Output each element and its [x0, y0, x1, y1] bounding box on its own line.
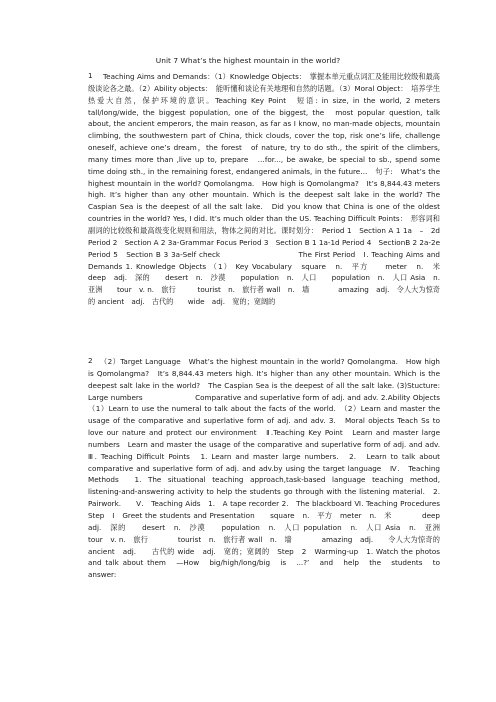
- section-number-2: 2: [88, 356, 93, 365]
- section-number-1: 1: [88, 71, 93, 80]
- section-1-paragraph: Teaching Aims and Demands：（1）Knowledge Objects： 掌握本单元重点词汇及能用比较级和最高级谈论各之最。（2）Ability objects： 能听懂和谈论有关地理和自然的话题。（3）Moral Object： 培养学生热爱大自然，保护环境的意识。Teaching Key Point 短语: in size, in the world, 2 meters tall/long/wide, the biggest population, one of the biggest, the most popular question, talk about, the ancient emperors, the main reason, as far as I know, no man-made objects, mountain climbing, the southwestern part of China, thick clouds, cover the top, risk one’s life, challenge oneself, achieve one’s dream，the forest of nature, try to do sth., the spirit of the climbers, many times more than ,live up to, prepare …for..., be awake, be special to sb., spend some time doing sth., in the remaining forest, endangered animals, in the future… 句子: What’s the highest mountain in the world? Qomolangma. How high is Qomolangma? It’s 8,844.43 meters high. It’s higher than any other mountain. Which is the deepest salt lake in the world? The Caspian Sea is the deepest of all the salt lake. Did you know that China is one of the oldest countries in the world? Yes, I did. It’s much older than the US. Teaching Difficult Points： 形容词和副词的比较级和最高级变化规则和用法，物体之间的对比。课时划分： Period 1 Section A 1 1a – 2d Period 2 Section A 2 3a-Grammar Focus Period 3 Section B 1 1a-1d Period 4 SectionB 2 2a-2e Period 5 Section B 3 3a-Self check The First Period Ⅰ. Teaching Aims and Demands 1. Knowledge Objects （1） Key Vocabulary square n. 平方 meter n. 米 deep adj. 深的 desert n. 沙漠 population n. 人口 population n. 人口 Asia n. 亚洲 tour v. n. 旅行 tourist n. 旅行者 wall n. 墙 amazing adj. 令人大为惊奇的 ancient adj. 古代的 wide adj. 宽的；宽阔的: [88, 72, 455, 307]
- section-2-paragraph: （2）Target Language What’s the highest mountain in the world? Qomolangma. How high is Qomolangma? It’s 8,844.43 meters high. It’s higher than any other mountain. Which is the deepest salt lake in the world? The Caspian Sea is the deepest of all the salt lake. (3)Stucture: Large numbers Comparative and superlative form of adj. and adv. 2.Ability Objects （1）Learn to use the numeral to talk about the facts of the world. （2）Learn and master the usage of the comparative and superlative form of adj. and adv. 3. Moral objects Teach Ss to love our nature and protect our environment Ⅱ.Teaching Key Point Learn and master large numbers Learn and master the usage of the comparative and superlative form of adj. and adv. Ⅲ. Teaching Difficult Points 1. Learn and master large numbers. 2. Learn to talk about comparative and superlative form of adj. and adv.by using the target language Ⅳ. Teaching Methods 1. The situational teaching approach,task-based language teaching method, listening-and-answering activity to help the students go through with the listening material. 2. Pairwork. Ⅴ. Teaching Aids 1. A tape recorder 2. The blackboard Ⅵ. Teaching Procedures Step Ⅰ Greet the students and Presentation square n. 平方 meter n. 米 deep adj. 深的 desert n. 沙漠 population n. 人口 population n. 人口 Asia n. 亚洲 tour v. n. 旅行 tourist n. 旅行者 wall n. 墙 amazing adj. 令人大为惊奇的 ancient adj. 古代的 wide adj. 宽的；宽阔的 Step 2 Warming-up 1. Watch the photos and talk about them —How big/high/long/big is ...?’ and help the students to answer:: [88, 357, 455, 580]
- document-title: Unit 7 What’s the highest mountain in the world?: [155, 56, 341, 65]
